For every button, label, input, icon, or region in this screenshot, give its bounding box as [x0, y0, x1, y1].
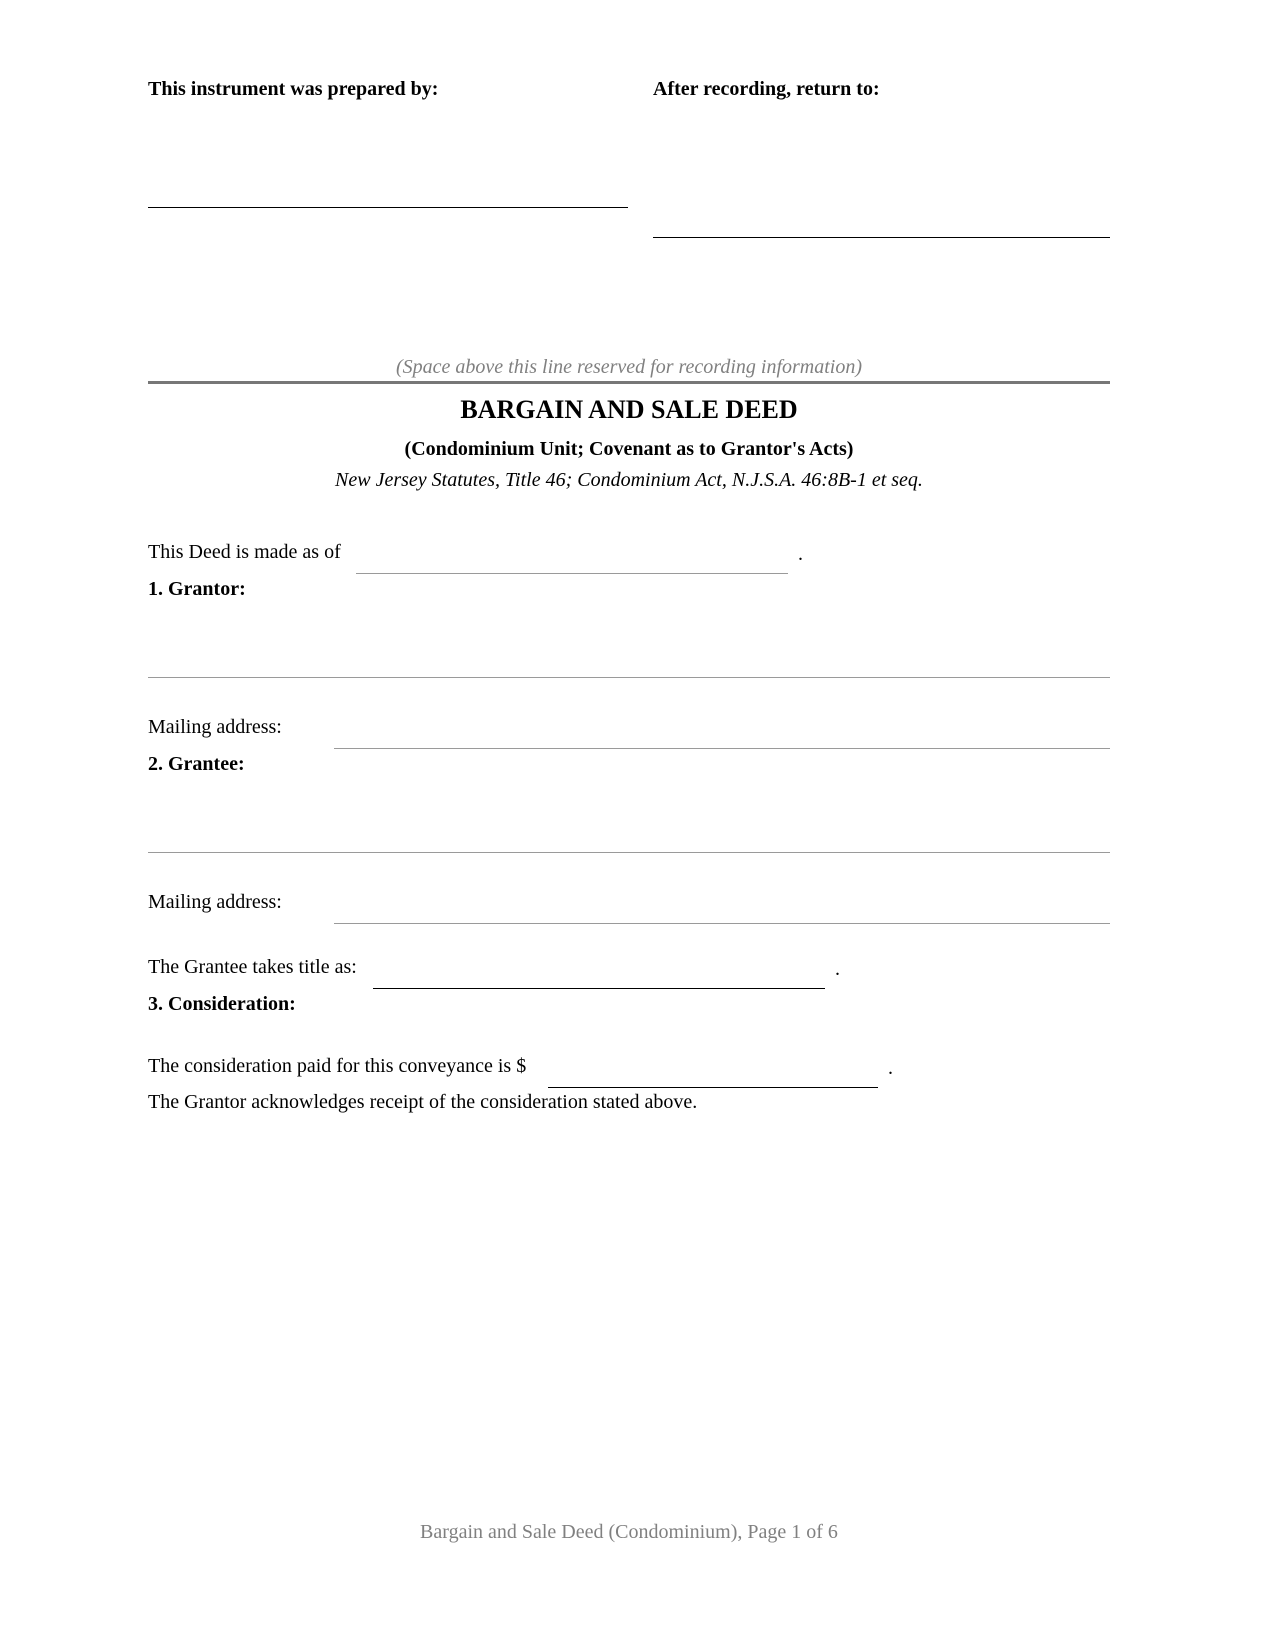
deed-date-field[interactable] — [356, 540, 788, 574]
grantor-name-field[interactable] — [148, 617, 1110, 678]
prepared-by-line[interactable] — [148, 207, 628, 208]
return-to-label: After recording, return to: — [653, 78, 880, 100]
deed-date-label: This Deed is made as of — [148, 541, 341, 563]
grantor-heading: 1. Grantor: — [148, 578, 246, 600]
consideration-amount-label: The consideration paid for this conveyance is $ — [148, 1055, 527, 1077]
grantee-mailing-field[interactable] — [334, 890, 1110, 924]
deed-date-period: . — [798, 543, 803, 565]
grantee-title-as-label: The Grantee takes title as: — [148, 956, 357, 978]
consideration-amount-field[interactable] — [548, 1054, 878, 1088]
consideration-heading: 3. Consideration: — [148, 993, 296, 1015]
deed-subtitle: (Condominium Unit; Covenant as to Grantor's Acts) — [404, 438, 854, 460]
grantor-mailing-field[interactable] — [334, 715, 1110, 749]
consideration-receipt-text: The Grantor acknowledges receipt of the consideration stated above. — [148, 1091, 698, 1113]
recording-reserved-note: (Space above this line reserved for recording information) — [395, 356, 862, 378]
grantee-mailing-label: Mailing address: — [148, 891, 282, 913]
statute-reference: New Jersey Statutes, Title 46; Condominium Act, N.J.S.A. 46:8B-1 et seq. — [335, 469, 923, 491]
page-footer: Bargain and Sale Deed (Condominium), Page 1 of 6 — [420, 1521, 838, 1543]
grantor-mailing-label: Mailing address: — [148, 716, 282, 738]
grantee-title-as-period: . — [835, 958, 840, 980]
consideration-amount-period: . — [888, 1057, 893, 1079]
grantee-title-as-field[interactable] — [373, 955, 825, 989]
return-to-line[interactable] — [653, 237, 1110, 238]
grantee-name-field[interactable] — [148, 792, 1110, 853]
deed-title: BARGAIN AND SALE DEED — [460, 395, 798, 424]
recording-divider — [148, 381, 1110, 384]
prepared-by-label: This instrument was prepared by: — [148, 78, 439, 100]
grantee-heading: 2. Grantee: — [148, 753, 245, 775]
